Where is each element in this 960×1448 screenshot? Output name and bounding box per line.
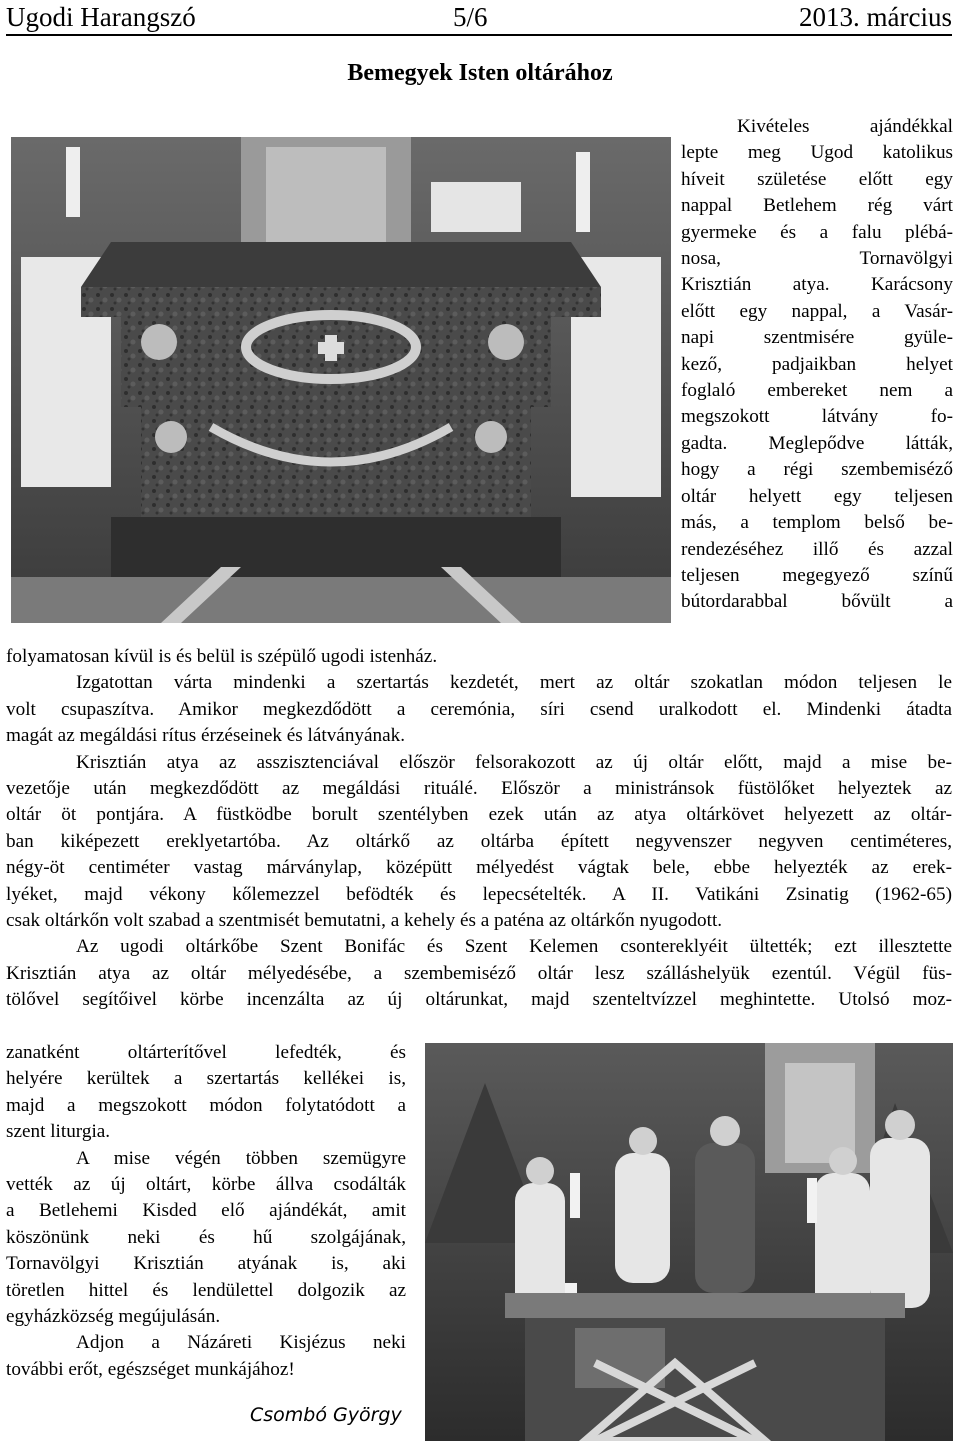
text-line: egyházközség megújulásán. bbox=[6, 1306, 221, 1328]
text-line: A mise végén többen szemügyre bbox=[76, 1147, 406, 1169]
altar-photo-image bbox=[11, 137, 671, 623]
text-line: töretlen hittel és lendülettel dolgozik az bbox=[6, 1279, 406, 1301]
text-line: magát az megáldási rítus érzéseinek és látványának. bbox=[6, 725, 406, 747]
text-line: Krisztián atya. Karácsony bbox=[681, 274, 953, 296]
text-line: a Betlehemi Kisded elő ajándékát, amit bbox=[6, 1200, 406, 1222]
text-line: gadta. Meglepődve látták, bbox=[681, 432, 953, 454]
mass-photo-image bbox=[425, 1043, 953, 1441]
text-line: napi szentmisére gyüle- bbox=[681, 327, 953, 349]
text-line: oltár helyett egy teljesen bbox=[681, 485, 953, 507]
text-line: Tornavölgyi Krisztián atyának is, aki bbox=[6, 1253, 406, 1275]
text-line: Adjon a Názáreti Kisjézus neki bbox=[76, 1332, 406, 1354]
text-line: hogy a régi szembemiséző bbox=[681, 459, 953, 481]
text-line: tölővel segítőivel körbe incenzálta az új oltárunkat, majd szenteltvízzel meghintette. Utolsó moz- bbox=[6, 989, 952, 1011]
text-line: zanatként oltárterítővel lefedték, és bbox=[6, 1042, 406, 1063]
text-line: köszönünk neki és hű szolgájának, bbox=[6, 1226, 406, 1248]
body-text bbox=[6, 644, 952, 1014]
text-line: bútordarabbal bővült a bbox=[681, 591, 953, 613]
text-line: Az ugodi oltárkőbe Szent Bonifác és Szent Kelemen csontereklyéit ültették; ezt illesztette bbox=[76, 936, 952, 958]
text-line: további erőt, egészséget munkájához! bbox=[6, 1358, 295, 1380]
page-header bbox=[6, 0, 952, 36]
text-line: volt csupaszítva. Amikor megkezdődött a ceremónia, síri csend uralkodott el. Mindenki átadta bbox=[6, 698, 952, 720]
text-line: nappal Betlehem rég várt bbox=[681, 195, 953, 217]
author-signature: Csombó György bbox=[250, 1404, 402, 1426]
text-line: ban kiképezett ereklyetartóba. Az oltárkő az oltárba épített negyvenszer negyven centiméteres, bbox=[6, 830, 952, 852]
text-line: lepte meg Ugod katolikus bbox=[681, 142, 953, 164]
text-line: foglaló embereket nem a bbox=[681, 380, 953, 402]
text-line: lyéket, majd vékony kőlemezzel befödték és lepecsételték. A II. Vatikáni Zsinatig (1962-65) bbox=[6, 883, 952, 905]
text-line: kező, padjaikban helyet bbox=[681, 353, 953, 375]
article-title: Bemegyek Isten oltárához bbox=[347, 60, 613, 86]
publication-name: Ugodi Harangszó bbox=[6, 2, 196, 32]
text-line: Krisztián atya az oltár mélyedésébe, a szembemiséző oltár lesz szálláshelyük ezentúl. Végül füs- bbox=[6, 962, 952, 984]
altar-photo bbox=[11, 137, 671, 623]
text-line: csak oltárkőn volt szabad a szentmisét bemutatni, a kehely és a paténa az oltárkőn nyugodott. bbox=[6, 910, 723, 932]
closing-column bbox=[6, 1040, 406, 1383]
text-line: nosa, Tornavölgyi bbox=[681, 248, 953, 270]
text-line: folyamatosan kívül is és belül is szépülő ugodi istenház. bbox=[6, 646, 438, 667]
text-line: Kivételes ajándékkal bbox=[737, 116, 953, 137]
issue-date: 2013. március bbox=[799, 2, 952, 32]
page-number: 5/6 bbox=[453, 2, 488, 32]
mass-photo bbox=[425, 1043, 953, 1441]
text-line: oltár öt pontjára. A füstködbe borult szentélyben ezek után az atya oltárkövet helyezett az oltár- bbox=[6, 804, 952, 826]
text-line: helyére kerültek a szertartás kellékei is, bbox=[6, 1068, 406, 1090]
text-line: Izgatottan várta mindenki a szertartás kezdetét, mert az oltár szokatlan módon teljesen le bbox=[76, 672, 952, 694]
text-line: híveit születése előtt egy bbox=[681, 168, 953, 190]
text-line: Krisztián atya az asszisztenciával először felsorakozott az új oltár előtt, majd a mise be- bbox=[76, 751, 952, 773]
text-line: gyermeke és a falu plébá- bbox=[681, 221, 953, 243]
text-line: négy-öt centiméter vastag márványlap, középütt mélyedést vágtak bele, ebbe helyezték az erek- bbox=[6, 857, 952, 879]
text-line: vezetője után megkezdődött az megáldási rituálé. Először a ministránsok füstölőket helyeztek az bbox=[6, 778, 952, 800]
text-line: teljesen megegyező színű bbox=[681, 564, 953, 586]
text-line: rendezéséhez illő és azzal bbox=[681, 538, 953, 560]
text-line: szent liturgia. bbox=[6, 1121, 111, 1143]
text-line: más, a templom belső be- bbox=[681, 512, 953, 534]
text-line: majd a megszokott módon folytatódott a bbox=[6, 1094, 406, 1116]
text-line: megszokott látvány fo- bbox=[681, 406, 953, 428]
intro-column bbox=[681, 114, 953, 616]
text-line: vették az új oltárt, körbe állva csodálták bbox=[6, 1174, 406, 1196]
text-line: előtt egy nappal, a Vasár- bbox=[681, 300, 953, 322]
